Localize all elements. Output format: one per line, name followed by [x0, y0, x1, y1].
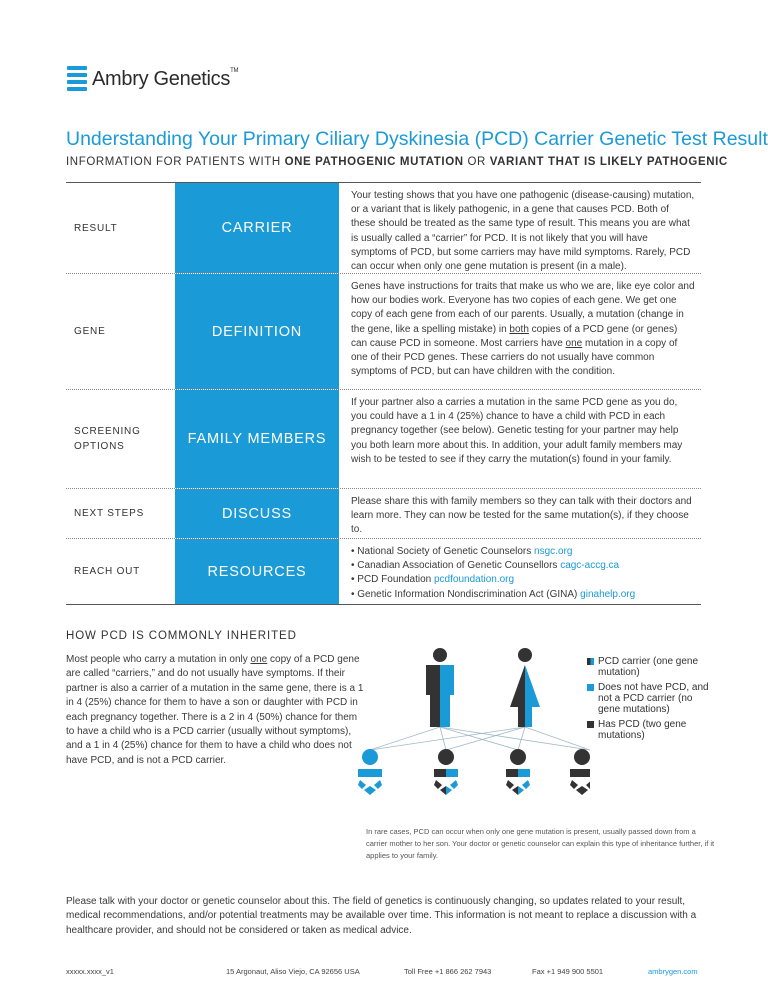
child-icon-carrier-2 [506, 749, 530, 795]
footnote: In rare cases, PCD can occur when only one gene mutation is present, usually passed down from a carrier mother to her son. Your doctor or genetic counselor can explain this type of inheritance further, if it applies to your family. [366, 827, 715, 860]
row-text: Please share this with family members so they can talk with their doctors and learn more. They can now be tested for the same mutation(s), if they choose to. [351, 496, 692, 536]
child-icon-carrier-1 [434, 749, 458, 795]
row-term: FAMILY MEMBERS [175, 390, 339, 488]
footer-fax: Fax +1 949 900 5501 [532, 967, 604, 976]
row-term: CARRIER [175, 183, 339, 273]
resource-item: • Genetic Information Nondiscrimination Act (GINA) ginahelp.org [351, 588, 695, 602]
row-term: DISCUSS [175, 489, 339, 538]
row-label: RESULT [74, 222, 118, 234]
page-title: Understanding Your Primary Ciliary Dyskinesia (PCD) Carrier Genetic Test Result [66, 128, 768, 150]
footer-code: xxxxx.xxxx_v1 [66, 967, 114, 976]
legend-item-carrier: PCD carrier (one gene mutation) [587, 656, 717, 678]
row-text: Genes have instructions for traits that make us who we are, like eye color and how our bodies work. Everyone has two copies of each gene. We get one copy of each gene from each of our parents. Usually, a mutation (change in the gene, like a spelling mistake) in both copies of a PCD gene (or genes) can cause PCD in someone. Most carriers have one mutation in a copy of one of their PCD genes. These carriers do not usually have common symptoms of PCD, but can have children with the condition. [351, 281, 695, 378]
row-label: GENE [74, 326, 106, 337]
resource-item: • PCD Foundation pcdfoundation.org [351, 573, 695, 587]
legend-item-unaffected: Does not have PCD, and not a PCD carrier (no gene mutations) [587, 682, 717, 715]
page-subtitle: INFORMATION FOR PATIENTS WITH ONE PATHOGENIC MUTATION OR VARIANT THAT IS LIKELY PATHOGENIC [66, 156, 728, 168]
mother-icon [510, 648, 540, 727]
row-term: DEFINITION [175, 274, 339, 389]
resource-link[interactable]: pcdfoundation.org [434, 574, 515, 586]
child-icon-blue [358, 749, 382, 795]
resource-link[interactable]: cagc-accg.ca [560, 560, 620, 572]
inheritance-lines [370, 727, 590, 750]
ambry-logo [67, 66, 238, 92]
resources-list [339, 539, 701, 604]
row-text: Your testing shows that you have one pathogenic (disease-causing) mutation, or a variant that is likely pathogenic, in a gene that causes PCD. Both of these should be treated as the same type of result. This means you are what is usually called a “carrier” for PCD. It is not likely that you will have symptoms of PCD, but some carriers may have mild symptoms. Rarely, PCD can occur when only one gene mutation is present (in a male). [351, 190, 695, 273]
inheritance-diagram [350, 645, 590, 820]
table-row-screening [66, 390, 701, 489]
row-label: NEXT STEPS [74, 508, 145, 519]
ambry-logo-icon [67, 66, 87, 92]
section-heading: HOW PCD IS COMMONLY INHERITED [66, 630, 297, 642]
father-icon [426, 648, 454, 727]
footer-tollfree: Toll Free +1 866 262 7943 [404, 967, 492, 976]
row-term: RESOURCES [175, 539, 339, 604]
row-label: SCREENING OPTIONS [74, 426, 141, 452]
table-row-gene [66, 274, 701, 390]
resource-link[interactable]: nsgc.org [534, 546, 573, 557]
inheritance-paragraph: Most people who carry a mutation in only one copy of a PCD gene are called “carriers,” and do not usually have symptoms. If their partner is also a carrier of a mutation in the same gene, there is a 1 in 4 (25%) chance for them to have a son or daughter with PCD in each pregnancy together. There is a 2 in 4 (50%) chance for them to have a child who is a PCD carrier (usually without symptoms), and a 1 in 4 (25%) chance for them to have a child who does not have PCD, and is not a PCD carrier. [66, 654, 364, 766]
result-table [66, 182, 701, 605]
footer-website-link[interactable]: ambrygen.com [648, 967, 698, 976]
table-row-next-steps [66, 489, 701, 539]
child-icon-dark [570, 749, 590, 795]
resource-item: • Canadian Association of Genetic Counsellors cagc-accg.ca [351, 559, 695, 573]
row-text: If your partner also a carries a mutation in the same PCD gene as you do, you could have a 1 in 4 (25%) chance to have a child with PCD in each pregnancy together (see below). Genetic testing for your partner may help you both learn more about this. In addition, your adult family members may wish to be tested to see if they carry the mutation(s) found in your family. [351, 397, 683, 465]
disclaimer: Please talk with your doctor or genetic counselor about this. The field of genetics is continuously changing, so updates related to your result, medical recommendations, and/or potential treatments may be available over time. This information is not meant to replace a discussion with a healthcare provider, and should not be considered or taken as medical advice. [66, 896, 697, 936]
resource-link[interactable]: ginahelp.org [580, 588, 636, 600]
brand-name: Ambry Genetics™ [92, 67, 239, 90]
row-label: REACH OUT [74, 566, 141, 577]
table-row-reach-out [66, 539, 701, 604]
resource-item: • National Society of Genetic Counselors nsgc.org [351, 545, 695, 559]
table-row-result [66, 183, 701, 274]
legend-item-affected: Has PCD (two gene mutations) [587, 719, 717, 741]
footer-address: 15 Argonaut, Aliso Viejo, CA 92656 USA [226, 967, 360, 976]
diagram-legend [587, 656, 717, 745]
